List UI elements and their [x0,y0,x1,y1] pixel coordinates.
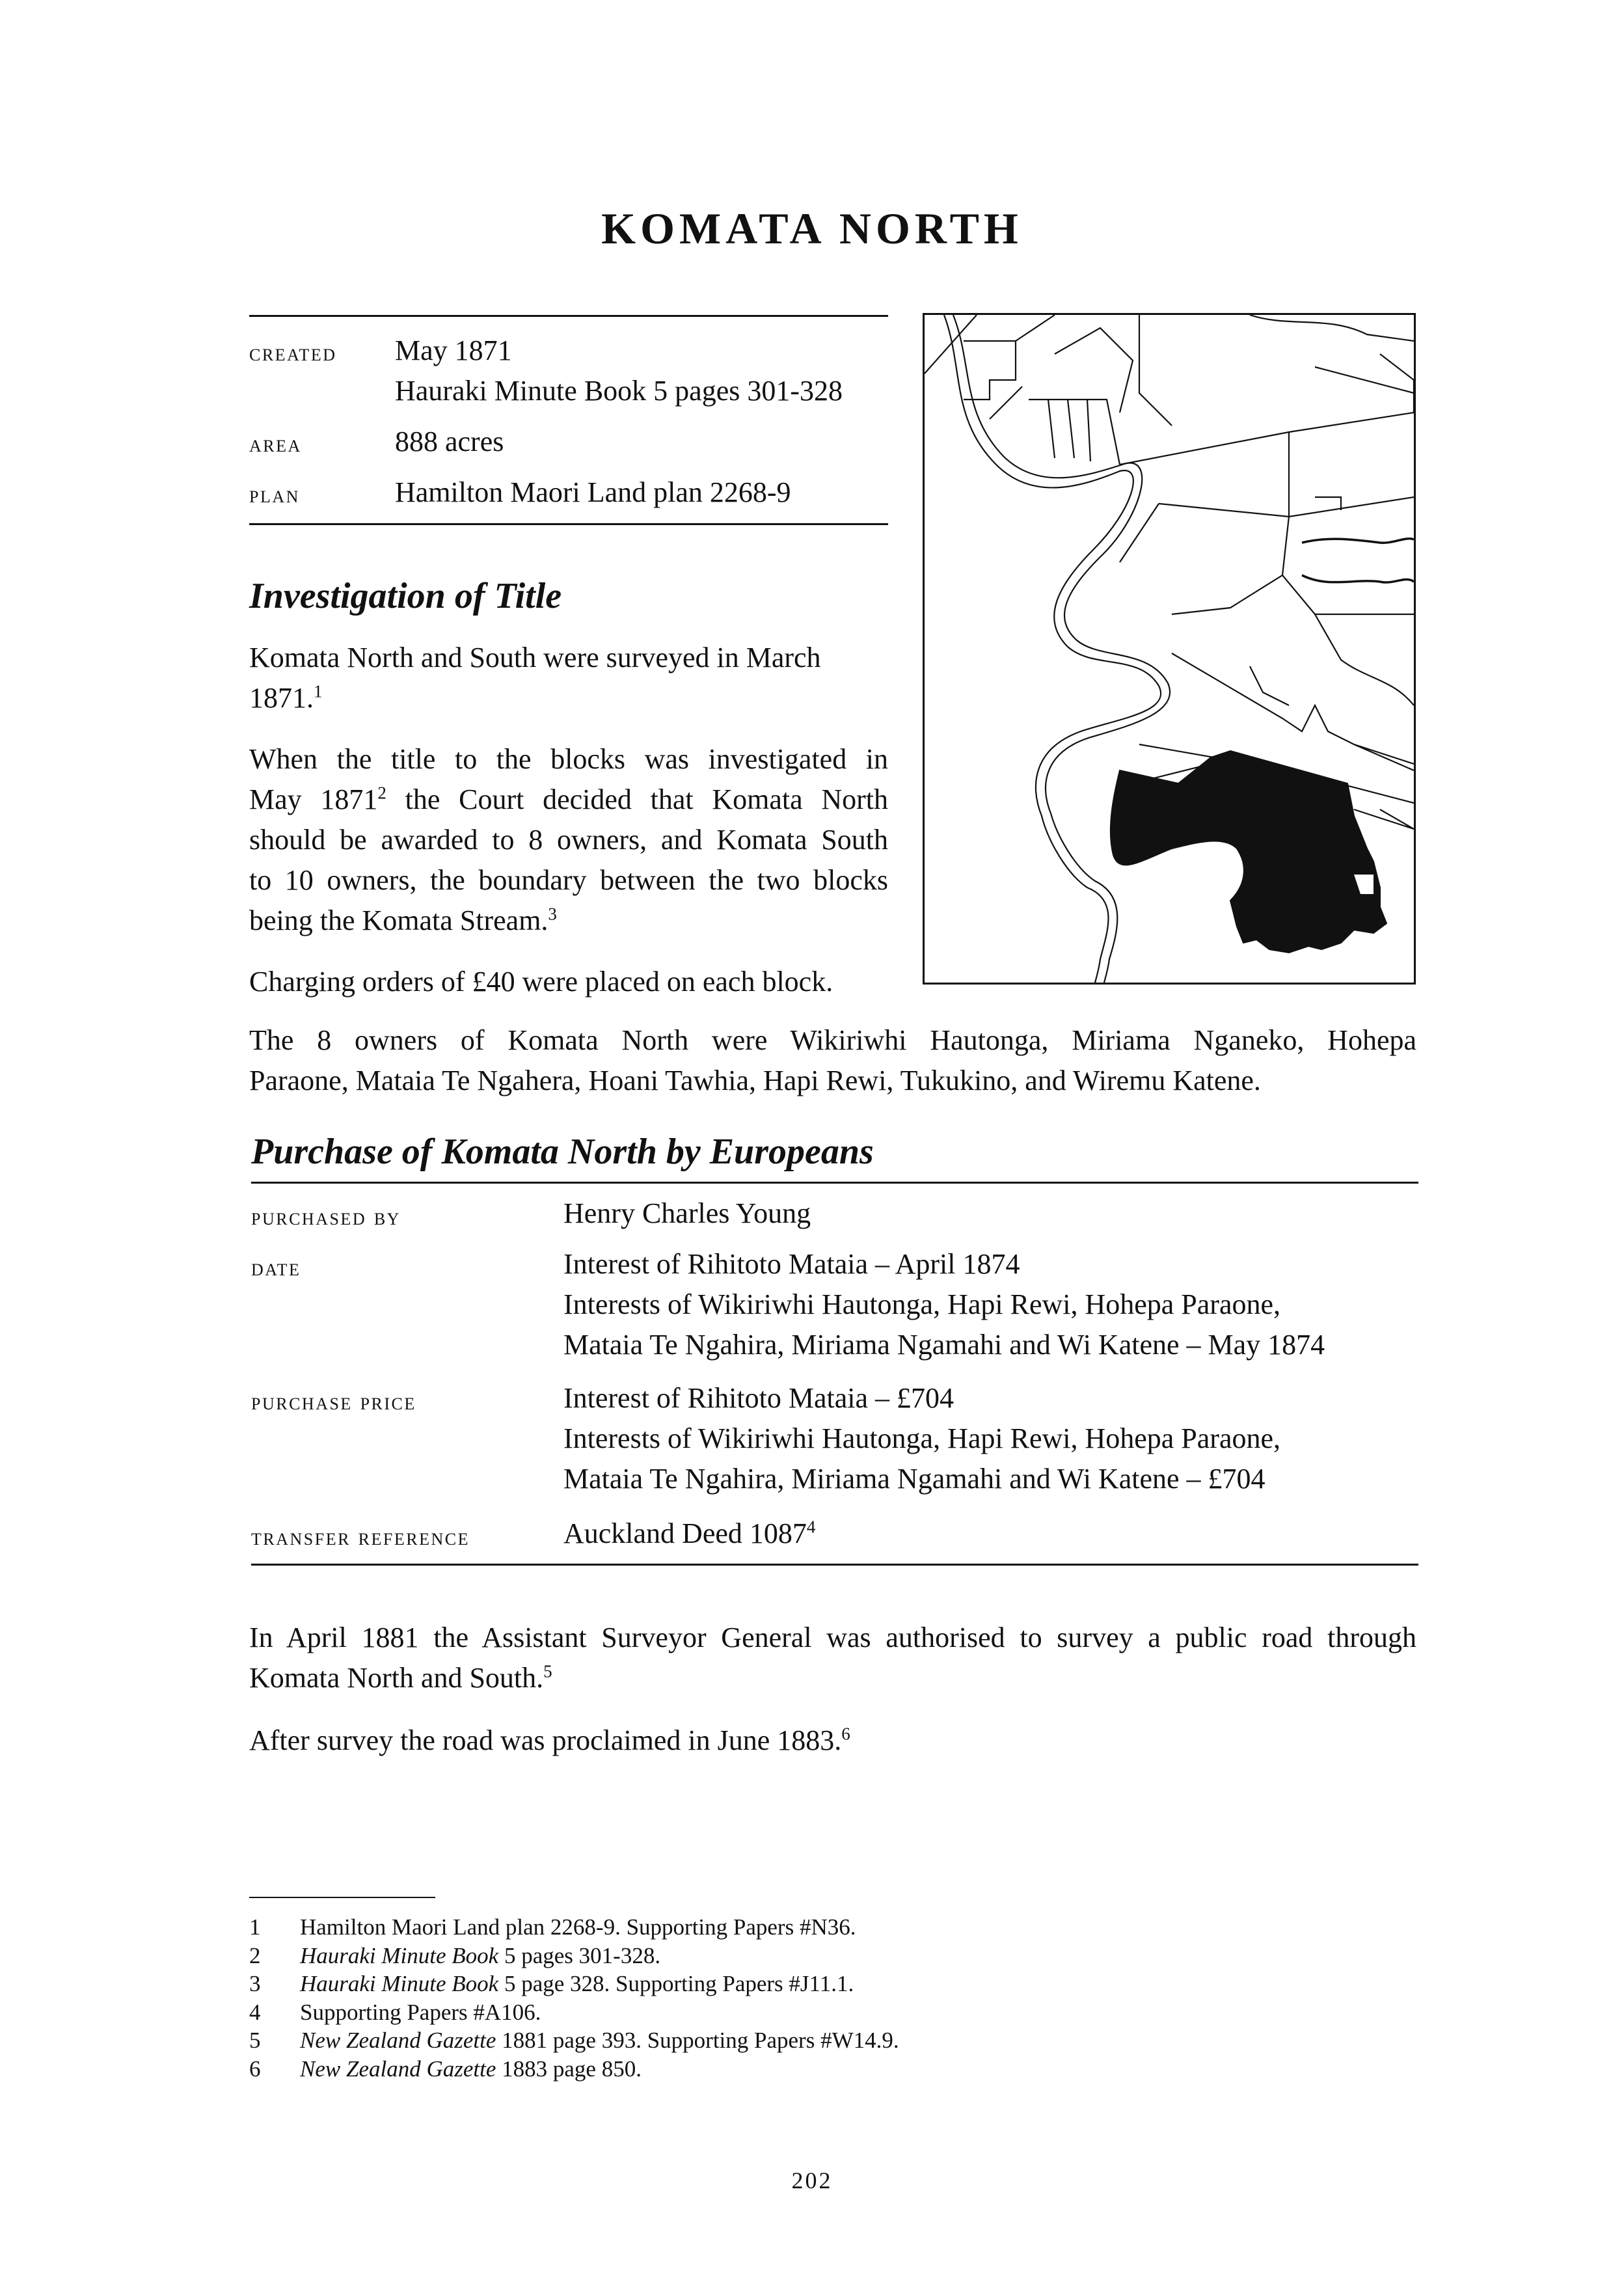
footnote-title: Hauraki Minute Book [300,1942,499,1968]
investigation-paragraph-4 [249,1020,1416,1101]
purchased-by-label: purchased by [251,1204,401,1230]
area-label: area [249,431,302,457]
footnote-text [300,1970,854,1998]
investigation-p2-line2b: the Court decided that Komata North [386,783,888,815]
date-line1: Interest of Rihitoto Mataia – April 1874 [563,1248,1020,1280]
road-p1-line2: Komata North and South. [249,1662,544,1694]
price-line1: Interest of Rihitoto Mataia – £704 [563,1382,954,1414]
footnote-detail: Hamilton Maori Land plan 2268-9. Supporting Papers #N36. [300,1914,856,1940]
purchase-heading: Purchase of Komata North by Europeans [251,1132,874,1172]
footnote-text [300,1942,660,1970]
footnote-number: 3 [249,1971,261,1996]
purchase-top-rule [251,1182,1418,1184]
footnote-ref-6[interactable]: 6 [841,1724,850,1744]
investigation-p1-line1: Komata North and South were surveyed in March [249,642,821,673]
footnote-text [300,1998,541,2027]
road-p1-line1: In April 1881 the Assistant Surveyor General was authorised to survey a public road through [249,1622,1416,1653]
info-top-rule [249,315,888,317]
date-line3: Mataia Te Ngahira, Miriama Ngamahi and Wi Katene – May 1874 [563,1329,1325,1361]
footnote-ref-4[interactable]: 4 [806,1517,816,1537]
page-title: KOMATA NORTH [601,204,1023,253]
plan-value: Hamilton Maori Land plan 2268-9 [395,476,791,508]
created-source: Hauraki Minute Book 5 pages 301-328 [395,375,843,407]
investigation-paragraph-3: Charging orders of £40 were placed on each block. [249,966,833,998]
transfer-label: transfer reference [251,1524,470,1551]
purchase-bottom-rule [251,1564,1418,1566]
owners-line1: The 8 owners of Komata North were Wikiriwhi Hautonga, Miriama Nganeko, Hohepa [249,1024,1416,1056]
date-label: date [251,1255,301,1281]
page-number: 202 [791,2167,833,2194]
footnote-number: 2 [249,1942,261,1968]
footnote-text [300,1913,856,1942]
purchased-by-value: Henry Charles Young [563,1197,811,1229]
footnote-title: New Zealand Gazette [300,2028,496,2053]
footnote-rule [249,1897,435,1898]
footnote-detail: 5 page 328. Supporting Papers #J11.1. [498,1971,854,1996]
footnote-number: 6 [249,2056,261,2082]
footnote-number: 4 [249,1999,261,2025]
block-location-map [923,313,1416,985]
transfer-value: Auckland Deed 1087 [563,1517,807,1549]
footnote-ref-5[interactable]: 5 [543,1661,552,1681]
date-line2: Interests of Wikiriwhi Hautonga, Hapi Rewi, Hohepa Paraone, [563,1288,1281,1320]
footnote-detail: 5 pages 301-328. [498,1942,661,1968]
price-values [563,1378,1280,1499]
footnote-ref-2[interactable]: 2 [377,783,386,803]
investigation-p2-line2-wrap [249,780,888,820]
footnote-ref-3[interactable]: 3 [548,904,557,924]
footnote-text [300,2026,899,2055]
investigation-p2-line2a: May 1871 [249,783,378,815]
road-paragraph-2 [249,1720,1416,1761]
investigation-p2-line3: should be awarded to 8 owners, and Komata South [249,824,888,856]
footnote-detail: 1881 page 393. Supporting Papers #W14.9. [496,2028,899,2053]
owners-line2: Paraone, Mataia Te Ngahera, Hoani Tawhia, Hapi Rewi, Tukukino, and Wiremu Katene. [249,1065,1261,1096]
footnote-detail: 1883 page 850. [496,2056,642,2082]
transfer-value-wrap [563,1514,815,1554]
footnote-title: Hauraki Minute Book [300,1971,499,1996]
footnote-ref-1[interactable]: 1 [314,681,323,701]
investigation-p2-line5: being the Komata Stream. [249,904,548,936]
investigation-p2-line4: to 10 owners, the boundary between the two blocks [249,864,888,896]
plan-label: plan [249,482,300,508]
map-drawing [925,315,1414,983]
investigation-paragraph-2 [249,739,888,941]
footnote-detail: Supporting Papers #A106. [300,1999,541,2025]
info-bottom-rule [249,523,888,525]
investigation-p2-line1: When the title to the blocks was investigated in [249,743,888,775]
footnote-text [300,2055,642,2084]
road-paragraph-1 [249,1618,1416,1698]
investigation-paragraph-1 [249,638,888,718]
road-p2: After survey the road was proclaimed in June 1883. [249,1724,842,1756]
price-line3: Mataia Te Ngahira, Miriama Ngamahi and Wi Katene – £704 [563,1463,1265,1495]
investigation-p1-line2: 1871. [249,682,314,714]
date-values [563,1244,1325,1365]
footnote-number: 1 [249,1914,261,1940]
created-label: created [249,340,337,366]
area-value: 888 acres [395,426,504,457]
footnote-title: New Zealand Gazette [300,2056,496,2082]
created-date: May 1871 [395,334,512,366]
footnote-number: 5 [249,2028,261,2053]
investigation-heading: Investigation of Title [249,576,562,616]
price-label: purchase price [251,1389,416,1415]
price-line2: Interests of Wikiriwhi Hautonga, Hapi Rewi, Hohepa Paraone, [563,1422,1281,1454]
